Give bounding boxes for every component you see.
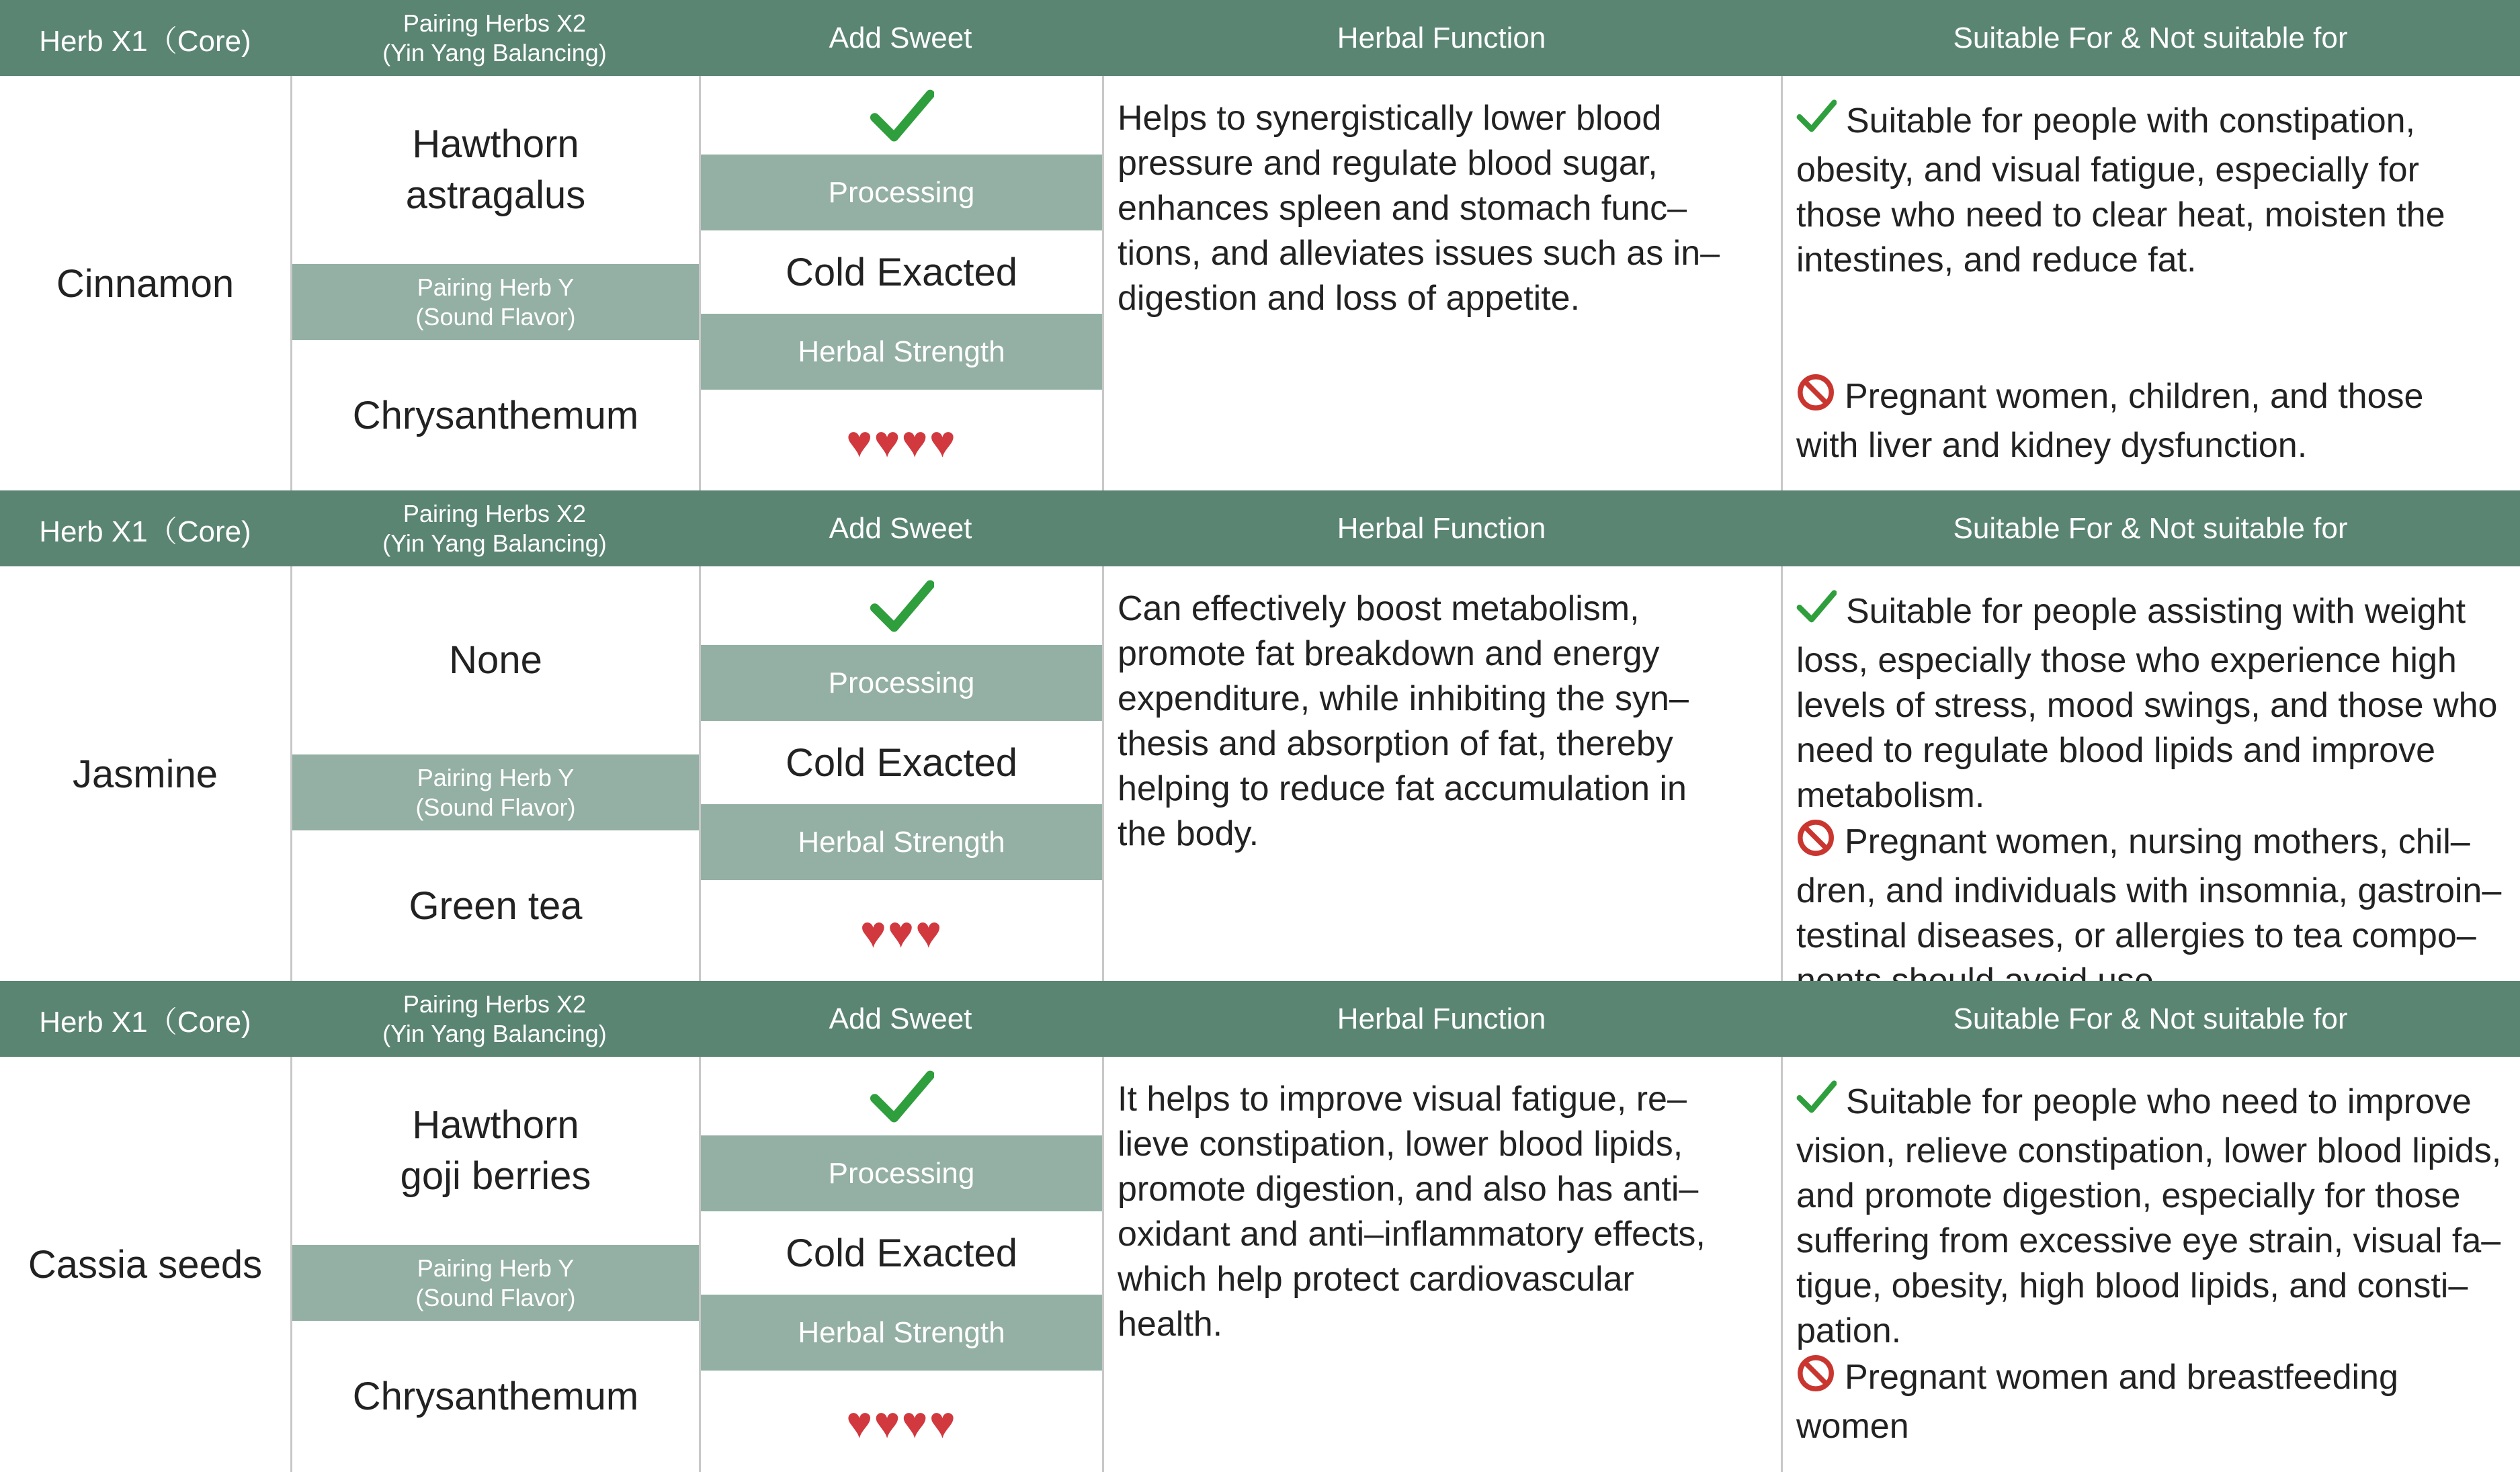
pairing-herb-y: Green tea: [409, 883, 583, 928]
heart-icon: ♥: [874, 1397, 902, 1447]
column-divider: [1781, 566, 1783, 982]
header-herb-x1: Herb X1（Core): [39, 1005, 251, 1039]
processing-band: Processing: [701, 155, 1102, 230]
pairing-herb-y: Chrysanthemum: [352, 393, 639, 437]
heart-icon: ♥: [929, 1397, 957, 1447]
check-icon: [1796, 96, 1837, 148]
function-line: health.: [1118, 1305, 1223, 1344]
header-suitable: Suitable For & Not suitable for: [1953, 21, 2348, 54]
pairing-herb-y-band: [292, 754, 699, 830]
suitable-line: vision, relieve constipation, lower blood lipids,: [1796, 1131, 2502, 1170]
suitable-line: suffering from excessive eye strain, visual fa–: [1796, 1221, 2501, 1260]
pairing-herb-y-band: [292, 264, 699, 340]
column-divider: [1781, 1057, 1783, 1472]
section-body: [0, 76, 2520, 491]
header-suitable: Suitable For & Not suitable for: [1953, 1002, 2348, 1035]
processing-value: Cold Exacted: [786, 740, 1017, 785]
header-add-sweet: Add Sweet: [829, 21, 972, 54]
not-suitable-for: [1796, 373, 2509, 468]
function-line: enhances spleen and stomach func–: [1118, 189, 1687, 228]
function-line: promote digestion, and also has anti–: [1118, 1170, 1699, 1209]
pairing-herb-x2-name: astragalus: [405, 173, 586, 217]
not-suitable-line: with liver and kidney dysfunction.: [1796, 426, 2308, 465]
function-line: lieve constipation, lower blood lipids,: [1118, 1125, 1683, 1164]
suitability-text: [1796, 587, 2509, 1004]
header-pairing-x2-title: Pairing Herbs X2: [403, 9, 587, 37]
table-section: [0, 490, 2520, 982]
core-herb: Jasmine: [73, 752, 218, 796]
suitable-for: [1796, 96, 2509, 283]
suitable-line: tigue, obesity, high blood lipids, and consti–: [1796, 1266, 2468, 1305]
heart-icon: ♥: [846, 417, 874, 466]
pairing-herb-y-subtitle: (Sound Flavor): [415, 302, 576, 331]
header-pairing-x2-title: Pairing Herbs X2: [403, 990, 587, 1018]
processing-band: Processing: [701, 1135, 1102, 1211]
heart-icon: ♥: [874, 417, 902, 466]
table-section: [0, 0, 2520, 491]
pairing-herb-x2-name: Hawthorn: [412, 1103, 579, 1147]
suitable-line: those who need to clear heat, moisten the: [1796, 196, 2445, 234]
not-suitable-line: testinal diseases, or allergies to tea compo–: [1796, 916, 2476, 955]
column-divider: [1102, 1057, 1104, 1472]
suitable-line-text: Suitable for people assisting with weight: [1846, 592, 2466, 631]
function-line: digestion and loss of appetite.: [1118, 279, 1581, 318]
not-suitable-line: women: [1796, 1407, 1909, 1446]
heart-icon: ♥: [929, 417, 957, 466]
function-line: pressure and regulate blood sugar,: [1118, 144, 1658, 183]
header-pairing-x2-title: Pairing Herbs X2: [403, 499, 587, 527]
herbal-function-text: [1118, 587, 1766, 857]
pairing-herbs-x2: [292, 76, 699, 264]
herbal-strength-rating: [701, 882, 1102, 982]
header-pairing-x2-subtitle: (Yin Yang Balancing): [382, 529, 607, 557]
check-icon: [701, 1064, 1102, 1131]
column-divider: [1102, 566, 1104, 982]
section-header: [0, 981, 2520, 1057]
pairing-herbs-x2: [292, 1057, 699, 1245]
function-line: thesis and absorption of fat, thereby: [1118, 724, 1673, 763]
header-pairing-x2: [290, 0, 699, 76]
suitable-line: obesity, and visual fatigue, especially for: [1796, 150, 2419, 189]
not-suitable-line-text: Pregnant women, nursing mothers, chil–: [1845, 822, 2470, 861]
heart-icon: ♥: [846, 1397, 874, 1447]
function-line: oxidant and anti–inflammatory effects,: [1118, 1215, 1706, 1254]
prohibited-icon: [1796, 1354, 1835, 1404]
check-icon: [1796, 1077, 1837, 1129]
suitable-line: [1796, 1077, 2509, 1129]
not-suitable-line: dren, and individuals with insomnia, gastroin–: [1796, 871, 2502, 910]
pairing-herb-x2-name: Hawthorn: [412, 122, 579, 166]
prohibited-icon: [1796, 818, 1835, 869]
not-suitable-line: [1796, 1354, 2509, 1404]
pairing-herb-y: Chrysanthemum: [352, 1374, 639, 1418]
function-line: expenditure, while inhibiting the syn–: [1118, 679, 1689, 718]
herbal-function-text: [1118, 1077, 1766, 1347]
header-pairing-x2-subtitle: (Yin Yang Balancing): [382, 1019, 607, 1047]
header-herbal-function: Herbal Function: [1337, 21, 1546, 54]
pairing-herb-y-band: [292, 1245, 699, 1321]
pairing-herb-x2-name: None: [449, 638, 542, 682]
pairing-herbs-x2: [292, 566, 699, 754]
function-line: Can effectively boost metabolism,: [1118, 589, 1640, 628]
herbal-strength-band: Herbal Strength: [701, 1295, 1102, 1371]
not-suitable-line: [1796, 818, 2509, 869]
core-herb: Cinnamon: [56, 261, 235, 306]
function-line: Helps to synergistically lower blood: [1118, 99, 1662, 138]
pairing-herb-y-subtitle: (Sound Flavor): [415, 1283, 576, 1311]
processing-value: Cold Exacted: [786, 1231, 1017, 1275]
function-line: promote fat breakdown and energy: [1118, 634, 1660, 673]
suitable-for: [1796, 587, 2509, 818]
not-suitable-line-text: Pregnant women and breastfeeding: [1845, 1358, 2398, 1397]
suitable-line: need to regulate blood lipids and improve: [1796, 731, 2436, 770]
function-line: It helps to improve visual fatigue, re–: [1118, 1080, 1687, 1119]
herbal-strength-rating: [701, 392, 1102, 491]
suitable-line: and promote digestion, especially for those: [1796, 1176, 2461, 1215]
check-icon: [1796, 587, 1837, 638]
header-add-sweet: Add Sweet: [829, 1002, 972, 1035]
header-pairing-x2: [290, 490, 699, 566]
suitable-line: pation.: [1796, 1311, 1902, 1350]
pairing-herb-y-title: Pairing Herb Y: [417, 763, 575, 791]
not-suitable-for: [1796, 1354, 2509, 1449]
suitable-line: levels of stress, mood swings, and those who: [1796, 686, 2498, 725]
header-pairing-x2-subtitle: (Yin Yang Balancing): [382, 38, 607, 67]
section-header: [0, 0, 2520, 76]
check-icon: [701, 573, 1102, 640]
column-divider: [1102, 76, 1104, 491]
pairing-herb-y-title: Pairing Herb Y: [417, 273, 575, 301]
heart-icon: ♥: [901, 417, 929, 466]
herbal-strength-rating: [701, 1373, 1102, 1472]
column-divider: [1781, 76, 1783, 491]
function-line: helping to reduce fat accumulation in: [1118, 769, 1687, 808]
section-header: [0, 490, 2520, 566]
table-section: [0, 981, 2520, 1472]
suitable-line: loss, especially those who experience high: [1796, 641, 2457, 680]
suitable-line: [1796, 587, 2509, 638]
header-herb-x1: Herb X1（Core): [39, 24, 251, 58]
processing-value: Cold Exacted: [786, 250, 1017, 294]
header-pairing-x2: [290, 981, 699, 1057]
suitable-line-text: Suitable for people who need to improve: [1846, 1082, 2472, 1121]
heart-icon: ♥: [901, 1397, 929, 1447]
processing-band: Processing: [701, 645, 1102, 721]
function-line: the body.: [1118, 814, 1259, 853]
suitability-text: [1796, 96, 2509, 468]
pairing-herb-y-title: Pairing Herb Y: [417, 1254, 575, 1282]
header-suitable: Suitable For & Not suitable for: [1953, 511, 2348, 545]
suitable-line: intestines, and reduce fat.: [1796, 241, 2197, 279]
herbal-strength-band: Herbal Strength: [701, 804, 1102, 880]
function-line: which help protect cardiovascular: [1118, 1260, 1634, 1299]
header-herbal-function: Herbal Function: [1337, 511, 1546, 545]
prohibited-icon: [1796, 373, 1835, 423]
header-herb-x1: Herb X1（Core): [39, 515, 251, 548]
header-herbal-function: Herbal Function: [1337, 1002, 1546, 1035]
heart-icon: ♥: [915, 907, 943, 957]
heart-icon: ♥: [887, 907, 916, 957]
suitable-line: metabolism.: [1796, 776, 1985, 815]
suitability-text: [1796, 1077, 2509, 1449]
suitable-line-text: Suitable for people with constipation,: [1846, 101, 2415, 140]
herbal-strength-band: Herbal Strength: [701, 314, 1102, 390]
check-icon: [701, 83, 1102, 150]
pairing-herb-y-subtitle: (Sound Flavor): [415, 793, 576, 821]
herbal-function-text: [1118, 96, 1766, 321]
pairing-herb-x2-name: goji berries: [400, 1154, 591, 1198]
suitable-for: [1796, 1077, 2509, 1354]
heart-icon: ♥: [859, 907, 888, 957]
section-body: [0, 566, 2520, 982]
function-line: tions, and alleviates issues such as in–: [1118, 234, 1720, 273]
core-herb: Cassia seeds: [28, 1242, 263, 1287]
not-suitable-line-text: Pregnant women, children, and those: [1845, 377, 2424, 416]
header-add-sweet: Add Sweet: [829, 511, 972, 545]
not-suitable-line: [1796, 373, 2509, 423]
section-body: [0, 1057, 2520, 1472]
not-suitable-for: [1796, 818, 2509, 1004]
suitable-line: [1796, 96, 2509, 148]
